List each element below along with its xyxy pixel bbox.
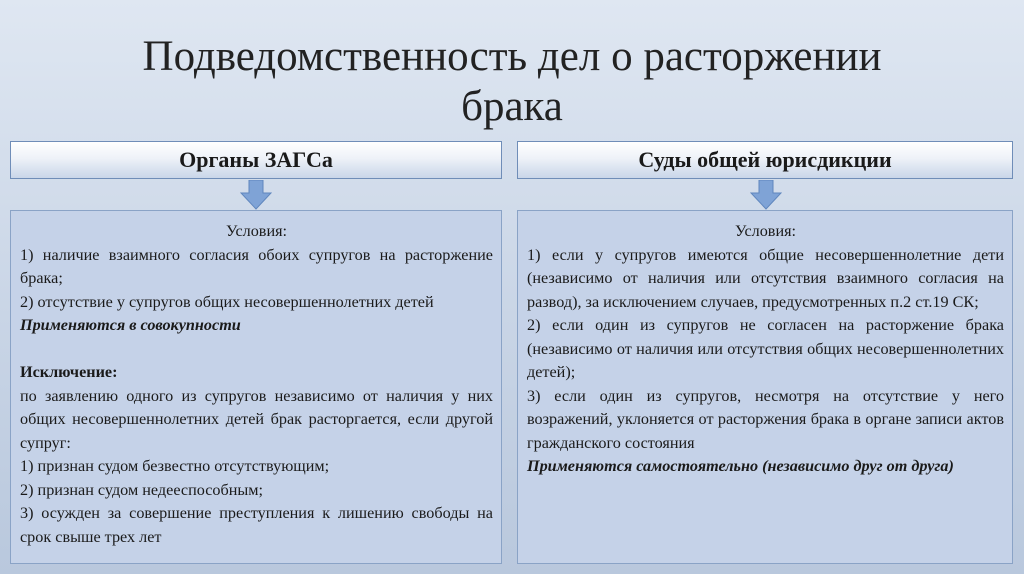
condition-item: 1) наличие взаимного согласия обоих супругов на расторжение брака; (20, 245, 493, 287)
page-title (0, 32, 1024, 132)
condition-item: 3) если один из супругов, несмотря на отсутствие у него возражений, уклоняется от расторжения брака в органе записи актов гражданского состояния (527, 386, 1004, 452)
arrow-down-icon (750, 180, 782, 210)
zags-conditions-box (10, 210, 502, 564)
condition-item: 2) если один из супругов не согласен на расторжение брака (независимо от наличия или отсутствия общих несовершеннолетних детей); (527, 316, 1004, 381)
conditions-label: Условия: (225, 222, 288, 240)
exception-item: 3) осужден за совершение преступления к лишению свободы на срок свыше трех лет (20, 504, 493, 546)
exception-text: по заявлению одного из супругов независимо от наличия у них общих несовершеннолетних детей брак расторгается, если другой супруг: (20, 386, 493, 452)
header-zags-label: Органы ЗАГСа (179, 147, 333, 172)
condition-item: 1) если у супругов имеются общие несовершеннолетние дети (независимо от наличия или отсутствия взаимного согласия на развод), за исключением случаев, предусмотренных п.2 ст.19 СК; (527, 245, 1004, 311)
conditions-label: Условия: (734, 222, 797, 240)
independent-note: Применяются самостоятельно (независимо друг от друга) (527, 457, 954, 475)
header-courts (517, 141, 1013, 179)
exception-item: 1) признан судом безвестно отсутствующим; (20, 457, 330, 475)
exception-label: Исключение: (20, 363, 118, 381)
condition-item: 2) отсутствие у супругов общих несовершеннолетних детей (20, 292, 434, 311)
header-zags (10, 141, 502, 179)
title-line-2: брака (461, 83, 563, 130)
title-line-1: Подведомственность дел о расторжении (142, 33, 882, 80)
combined-note: Применяются в совокупности (20, 316, 241, 334)
arrow-down-icon (240, 180, 272, 210)
courts-conditions-box (517, 210, 1013, 564)
header-courts-label: Суды общей юрисдикции (638, 147, 892, 172)
exception-item: 2) признан судом недееспособным; (20, 480, 264, 499)
